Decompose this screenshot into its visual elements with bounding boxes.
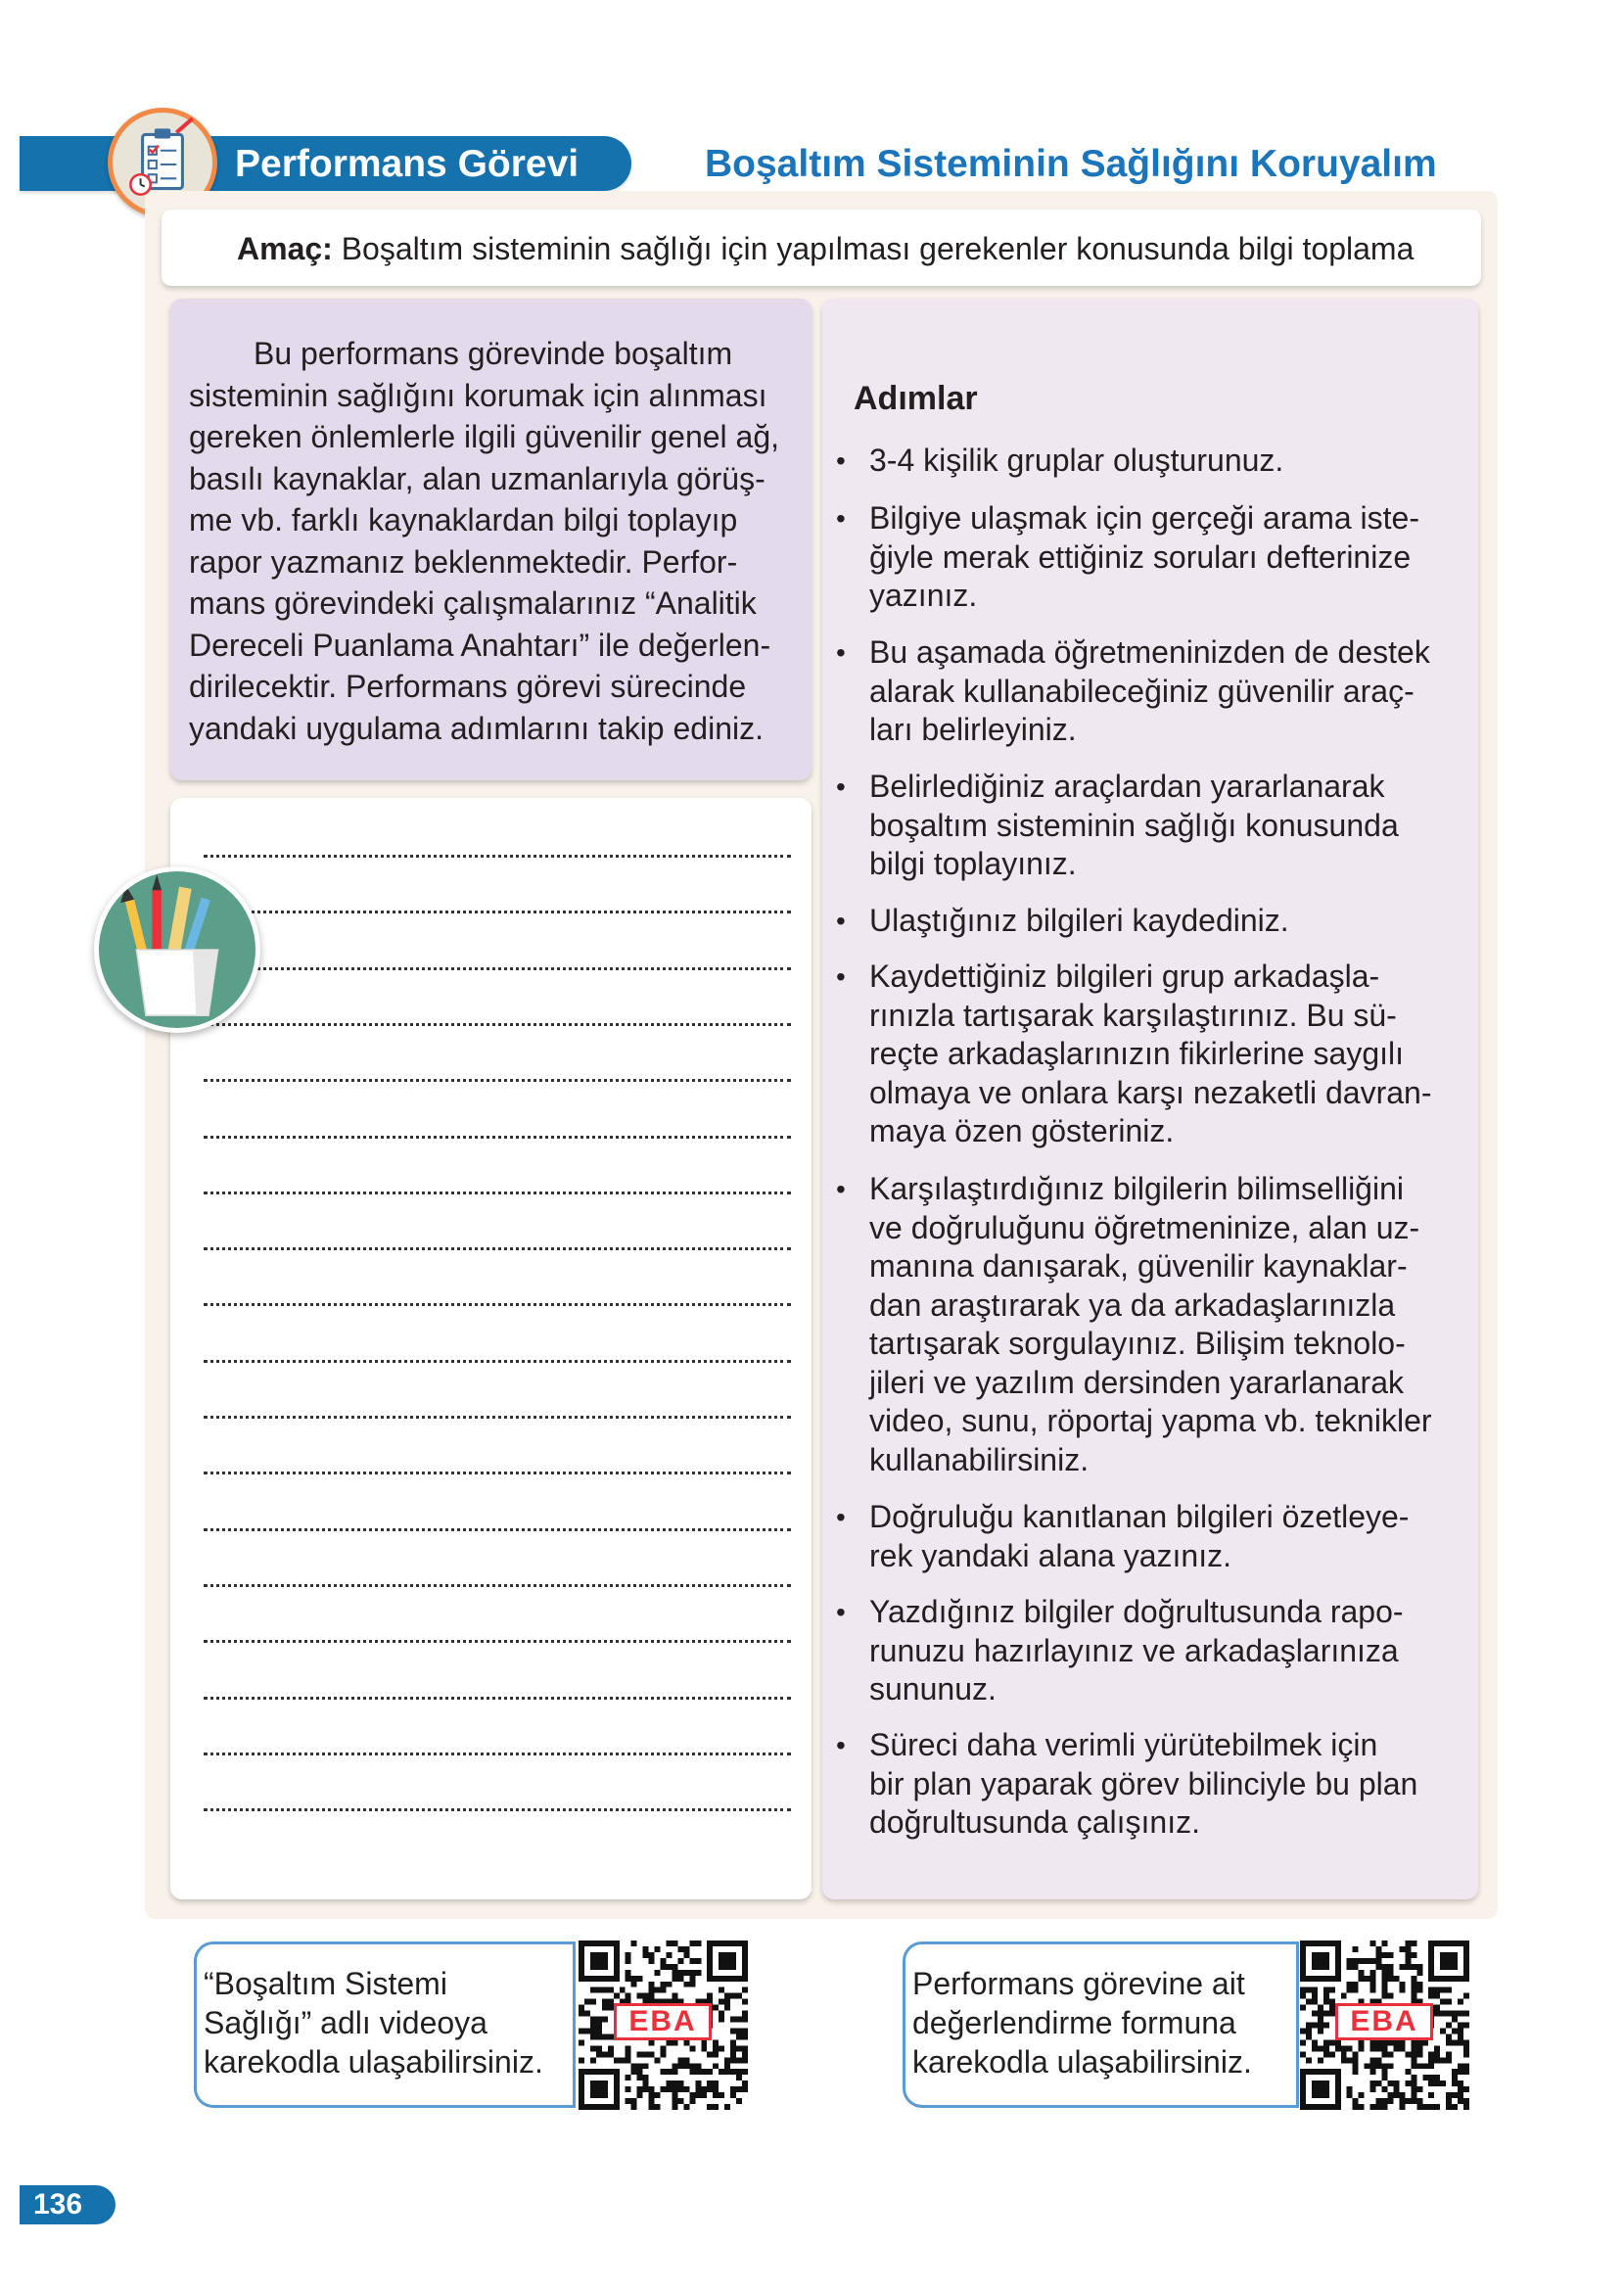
step-line: bilgi toplayınız. [869,846,1077,881]
writing-line [204,1360,791,1363]
step-line: bir plan yaparak görev bilinciyle bu plan [869,1765,1418,1801]
eba-badge: EBA [1335,2003,1433,2040]
writing-area[interactable] [170,798,812,1899]
step-item [836,768,1452,884]
step-line: ğiyle merak ettiğiniz soruları defterinize [869,538,1412,575]
bullet: • [836,1174,846,1204]
step-line: yazınız. [869,578,978,613]
writing-line [204,1416,791,1419]
step-item [836,1170,1452,1479]
step-line: jileri ve yazılım dersinden yararlanarak [869,1364,1404,1400]
writing-line [204,967,791,970]
step-item [836,499,1452,616]
qr-caption-line: “Boşaltım Sistemi [204,1966,447,2001]
qr-caption-video [204,1964,543,2081]
writing-line [204,1079,791,1082]
writing-line [204,1584,791,1587]
step-line: Bilgiye ulaşmak için gerçeği arama iste- [869,500,1419,536]
writing-line [204,1472,791,1474]
writing-line [204,1528,791,1531]
step-item [836,958,1452,1151]
page-title: Boşaltım Sisteminin Sağlığını Koruyalım [705,143,1437,185]
writing-line [204,1136,791,1139]
step-line: boşaltım sisteminin sağlığı konusunda [869,807,1399,843]
writing-line [204,1247,791,1250]
step-item [836,1593,1452,1709]
step-item [836,902,1452,941]
intro-line: Dereceli Puanlama Anahtarı” ile değerlen- [189,627,771,663]
intro-line: basılı kaynaklar, alan uzmanlarıyla görüş- [189,460,766,496]
writing-line [204,1697,791,1700]
step-line: reçte arkadaşlarınızın fikirlerine saygılı [869,1036,1404,1071]
qr-caption-line: Sağlığı” adlı videoya [204,2005,487,2040]
step-line: Süreci daha verimli yürütebilmek için [869,1727,1378,1762]
step-line: doğrultusunda çalışınız. [869,1804,1200,1840]
intro-line: me vb. farklı kaynaklardan bilgi toplayıp [189,502,738,538]
step-line: ları belirleyiniz. [869,712,1077,747]
pencil-cup-icon [94,866,260,1033]
intro-line: gereken önlemlerle ilgili güvenilir genel ağ, [189,419,780,454]
bullet: • [836,961,846,992]
step-line: ve doğruluğunu öğretmeninize, alan uz- [869,1209,1420,1245]
section-label: Performans Görevi [235,143,580,185]
bullet: • [836,906,846,936]
bullet: • [836,771,846,802]
qr-caption-line: değerlendirme formuna [912,2005,1236,2040]
qr-caption-form [912,1964,1252,2081]
intro-line: mans görevindeki çalışmalarınız “Analitik [189,585,757,621]
step-line: Ulaştığınız bilgileri kaydediniz. [869,903,1289,938]
step-line: alarak kullanabileceğiniz güvenilir araç- [869,673,1415,709]
bullet: • [836,1502,846,1532]
bullet: • [836,445,846,476]
writing-line [204,855,791,858]
step-item [836,1726,1452,1843]
aim-statement [237,227,1480,270]
writing-line [204,1640,791,1643]
step-item [836,1498,1452,1575]
step-line: rınızla tartışarak karşılaştırınız. Bu sü- [869,997,1397,1033]
steps-title: Adımlar [854,380,978,417]
step-item [836,633,1452,750]
step-line: Doğruluğu kanıtlanan bilgileri özetleye- [869,1499,1410,1534]
eba-badge: EBA [614,2003,712,2040]
intro-line: Bu performans görevinde boşaltım [254,336,733,371]
aim-text: Boşaltım sisteminin sağlığı için yapılması gerekenler konusunda bilgi toplama [332,231,1415,266]
aim-label: Amaç: [237,231,333,266]
step-line: dan araştırarak ya da arkadaşlarınızla [869,1286,1396,1323]
step-line: tartışarak sorgulayınız. Bilişim teknolo- [869,1326,1406,1361]
step-line: Belirlediğiniz araçlardan yararlanarak [869,769,1385,804]
qr-caption-line: karekodla ulaşabilirsiniz. [204,2044,543,2080]
step-line: Kaydettiğiniz bilgileri grup arkadaşla- [869,958,1380,994]
step-line: Bu aşamada öğretmeninizden de destek [869,634,1430,670]
writing-line [204,911,791,913]
step-line: rek yandaki alana yazınız. [869,1537,1231,1573]
writing-line [204,1023,791,1026]
bullet: • [836,637,846,668]
bullet: • [836,1597,846,1627]
qr-caption-line: karekodla ulaşabilirsiniz. [912,2044,1252,2080]
step-line: olmaya ve onlara karşı nezaketli davran- [869,1074,1432,1110]
intro-line: sisteminin sağlığını korumak için alınması [189,377,767,413]
qr-caption-line: Performans görevine ait [912,1966,1245,2001]
step-line: sununuz. [869,1671,997,1707]
step-line: kullanabilirsiniz. [869,1441,1090,1477]
page-number: 136 [20,2185,116,2224]
qr-code-video[interactable] [579,1940,748,2110]
step-line: manına danışarak, güvenilir kaynaklar- [869,1248,1408,1284]
intro-line: dirilecektir. Performans görevi sürecinde [189,669,747,704]
writing-line [204,1192,791,1194]
step-line: maya özen gösteriniz. [869,1113,1175,1148]
writing-line [204,1303,791,1306]
bullet: • [836,1730,846,1760]
writing-line [204,1808,791,1811]
step-line: runuzu hazırlayınız ve arkadaşlarınıza [869,1632,1399,1668]
intro-line: rapor yazmanız beklenmektedir. Perfor- [189,543,738,580]
step-line: 3-4 kişilik gruplar oluşturunuz. [869,443,1284,478]
step-item [836,442,1452,481]
step-line: video, sunu, röportaj yapma vb. teknikler [869,1403,1432,1438]
qr-code-form[interactable] [1300,1940,1469,2110]
step-line: Yazdığınız bilgiler doğrultusunda rapo- [869,1594,1404,1629]
writing-line [204,1753,791,1755]
bullet: • [836,503,846,534]
intro-paragraph [189,333,793,749]
step-line: Karşılaştırdığınız bilgilerin bilimselliğini [869,1171,1404,1206]
intro-line: yandaki uygulama adımlarını takip ediniz. [189,710,764,746]
